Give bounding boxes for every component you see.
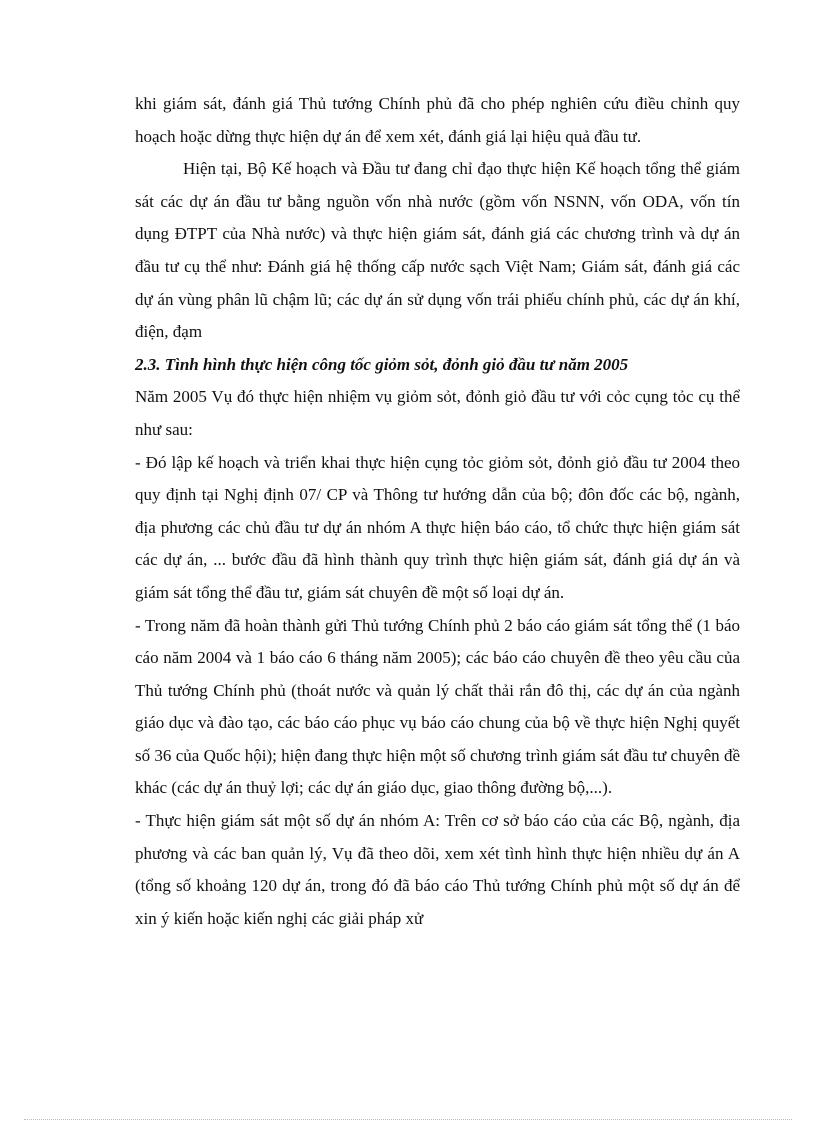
section-heading-2-3: 2.3. Tình hình thực hiện công tốc giỏm sỏt, đỏnh giỏ đầu tư năm 2005 [135,354,629,374]
paragraph-3: Năm 2005 Vụ đó thực hiện nhiệm vụ giỏm sỏt, đỏnh giỏ đầu tư với cỏc cụng tỏc cụ thể như sau: [135,387,740,439]
paragraph-6: - Thực hiện giám sát một số dự án nhóm A: Trên cơ sở báo cáo của các Bộ, ngành, địa phương và các ban quản lý, Vụ đã theo dõi, xem xét tình hình thực hiện nhiều dự án A (tổng số khoảng 120 dự án, trong đó đã báo cáo Thủ tướng Chính phủ một số dự án để xin ý kiến hoặc kiến nghị các giải pháp xử [135,811,740,928]
paragraph-4: - Đó lập kế hoạch và triển khai thực hiện cụng tỏc giỏm sỏt, đỏnh giỏ đầu tư 2004 theo quy định tại Nghị định 07/ CP và Thông tư hướng dẫn của bộ; đôn đốc các bộ, ngành, địa phương các chủ đầu tư dự án nhóm A thực hiện báo cáo, tổ chức thực hiện giám sát các dự án, ... bước đầu đã hình thành quy trình thực hiện giám sát, đánh giá dự án và giám sát tổng thể đầu tư, giám sát chuyên đề một số loại dự án. [135,452,740,602]
paragraph-2: Hiện tại, Bộ Kế hoạch và Đầu tư đang chỉ đạo thực hiện Kế hoạch tổng thể giám sát các dự án đầu tư bằng nguồn vốn nhà nước (gồm vốn NSNN, vốn ODA, vốn tín dụng ĐTPT của Nhà nước) và thực hiện giám sát, đánh giá các chương trình và dự án đầu tư cụ thể như: Đánh giá hệ thống cấp nước sạch Việt Nam; Giám sát, đánh giá các dự án vùng phân lũ chậm lũ; các dự án sử dụng vốn trái phiếu chính phủ, các dự án khí, điện, đạm [135,159,740,342]
paragraph-1: khi giám sát, đánh giá Thủ tướng Chính phủ đã cho phép nghiên cứu điều chỉnh quy hoạch hoặc dừng thực hiện dự án để xem xét, đánh giá lại hiệu quả đầu tư. [135,94,740,146]
body-text [135,88,740,935]
page-bottom-divider [24,1119,792,1120]
paragraph-5: - Trong năm đã hoàn thành gửi Thủ tướng Chính phủ 2 báo cáo giám sát tổng thể (1 báo cáo năm 2004 và 1 báo cáo 6 tháng năm 2005); các báo cáo chuyên đề theo yêu cầu của Thủ tướng Chính phủ (thoát nước và quản lý chất thải rắn đô thị, các dự án của ngành giáo dục và đào tạo, các báo cáo phục vụ báo cáo chung của bộ về thực hiện Nghị quyết số 36 của Quốc hội); hiện đang thực hiện một số chương trình giám sát đầu tư chuyên đề khác (các dự án thuỷ lợi; các dự án giáo dục, giao thông đường bộ,...). [135,615,740,798]
